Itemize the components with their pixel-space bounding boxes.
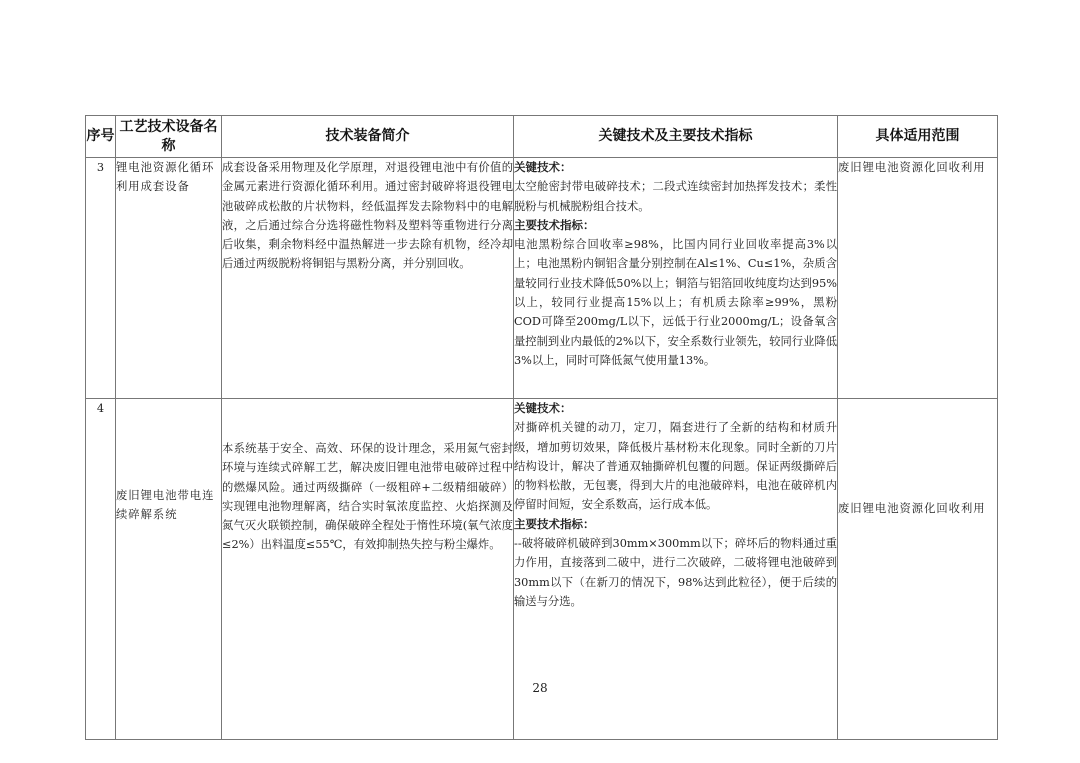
- row-scope: 废旧锂电池资源化回收利用: [838, 158, 998, 399]
- row-intro: 成套设备采用物理及化学原理，对退役锂电池中有价值的金属元素进行资源化循环利用。通过密封破碎将退役锂电池破碎成松散的片状物料，经低温挥发去除物料中的电解液，之后通过综合分选将磁性物料及塑料等重物进行分离后收集，剩余物料经中温热解进一步去除有机物，经冷却后通过两级脱粉将铜铝与黑粉分离，并分别回收。: [222, 158, 514, 399]
- row-scope: 废旧锂电池资源化回收利用: [838, 399, 998, 740]
- table-row: [86, 158, 998, 399]
- row-seq: 4: [86, 399, 116, 740]
- indicators-label: 主要技术指标：: [514, 217, 595, 232]
- row-key-tech: [514, 158, 838, 399]
- row-intro: 本系统基于安全、高效、环保的设计理念，采用氮气密封环境与连续式碎解工艺，解决废旧锂电池带电破碎过程中的燃爆风险。通过两级撕碎（一级粗碎+二级精细破碎）实现锂电池物理解离，结合实时氧浓度监控、火焰探测及氮气灭火联锁控制，确保破碎全程处于惰性环境(氧气浓度≤2%）出料温度≤55℃，有效抑制热失控与粉尘爆炸。: [222, 399, 514, 740]
- header-key-tech: 关键技术及主要技术指标: [514, 116, 838, 158]
- header-scope: 具体适用范围: [838, 116, 998, 158]
- row-equipment-name: 废旧锂电池带电连续碎解系统: [116, 399, 222, 740]
- header-intro: 技术装备简介: [222, 116, 514, 158]
- indicators-text: --破将破碎机破碎到30mm×300mm以下；碎坏后的物料通过重力作用，直接落到二破中，进行二次破碎，二破将锂电池破碎到30mm以下（在新刀的情况下，98%达到此粒径），便于后续的输送与分选。: [514, 537, 837, 608]
- key-tech-label: 关键技术：: [514, 401, 572, 415]
- table-header-row: [86, 116, 998, 158]
- technology-equipment-table: [85, 115, 998, 740]
- header-seq: 序号: [86, 116, 116, 158]
- header-name: 工艺技术设备名称: [116, 116, 222, 158]
- key-tech-text: 太空舱密封带电破碎技术；二段式连续密封加热挥发技术；柔性脱粉与机械脱粉组合技术。: [514, 180, 837, 213]
- row-seq: 3: [86, 158, 116, 399]
- row-equipment-name: 锂电池资源化循环利用成套设备: [116, 158, 222, 399]
- key-tech-text: 对撕碎机关键的动刀，定刀，隔套进行了全新的结构和材质升级，增加剪切效果，降低极片基材粉末化现象。同时全新的刀片结构设计，解决了普通双轴撕碎机包覆的问题。保证两级撕碎后的物料松散，无包裹，得到大片的电池破碎料，电池在破碎机内停留时间短，安全系数高，运行成本低。: [514, 421, 837, 512]
- key-tech-label: 关键技术：: [514, 160, 572, 174]
- indicators-label: 主要技术指标：: [514, 516, 595, 531]
- indicators-text: 电池黑粉综合回收率≥98%，比国内同行业回收率提高3%以上；电池黑粉内铜铝含量分别控制在Al≤1%、Cu≤1%，杂质含量较同行业技术降低50%以上；铜箔与铝箔回收纯度均达到95%以上，较同行业提高15%以上；有机质去除率≥99%，黑粉COD可降至200mg/L以下，远低于行业2000mg/L；设备氧含量控制到业内最低的2%以下，安全系数行业领先，较同行业降低3%以上，同时可降低氮气使用量13%。: [514, 238, 837, 367]
- page-number: 28: [532, 681, 548, 695]
